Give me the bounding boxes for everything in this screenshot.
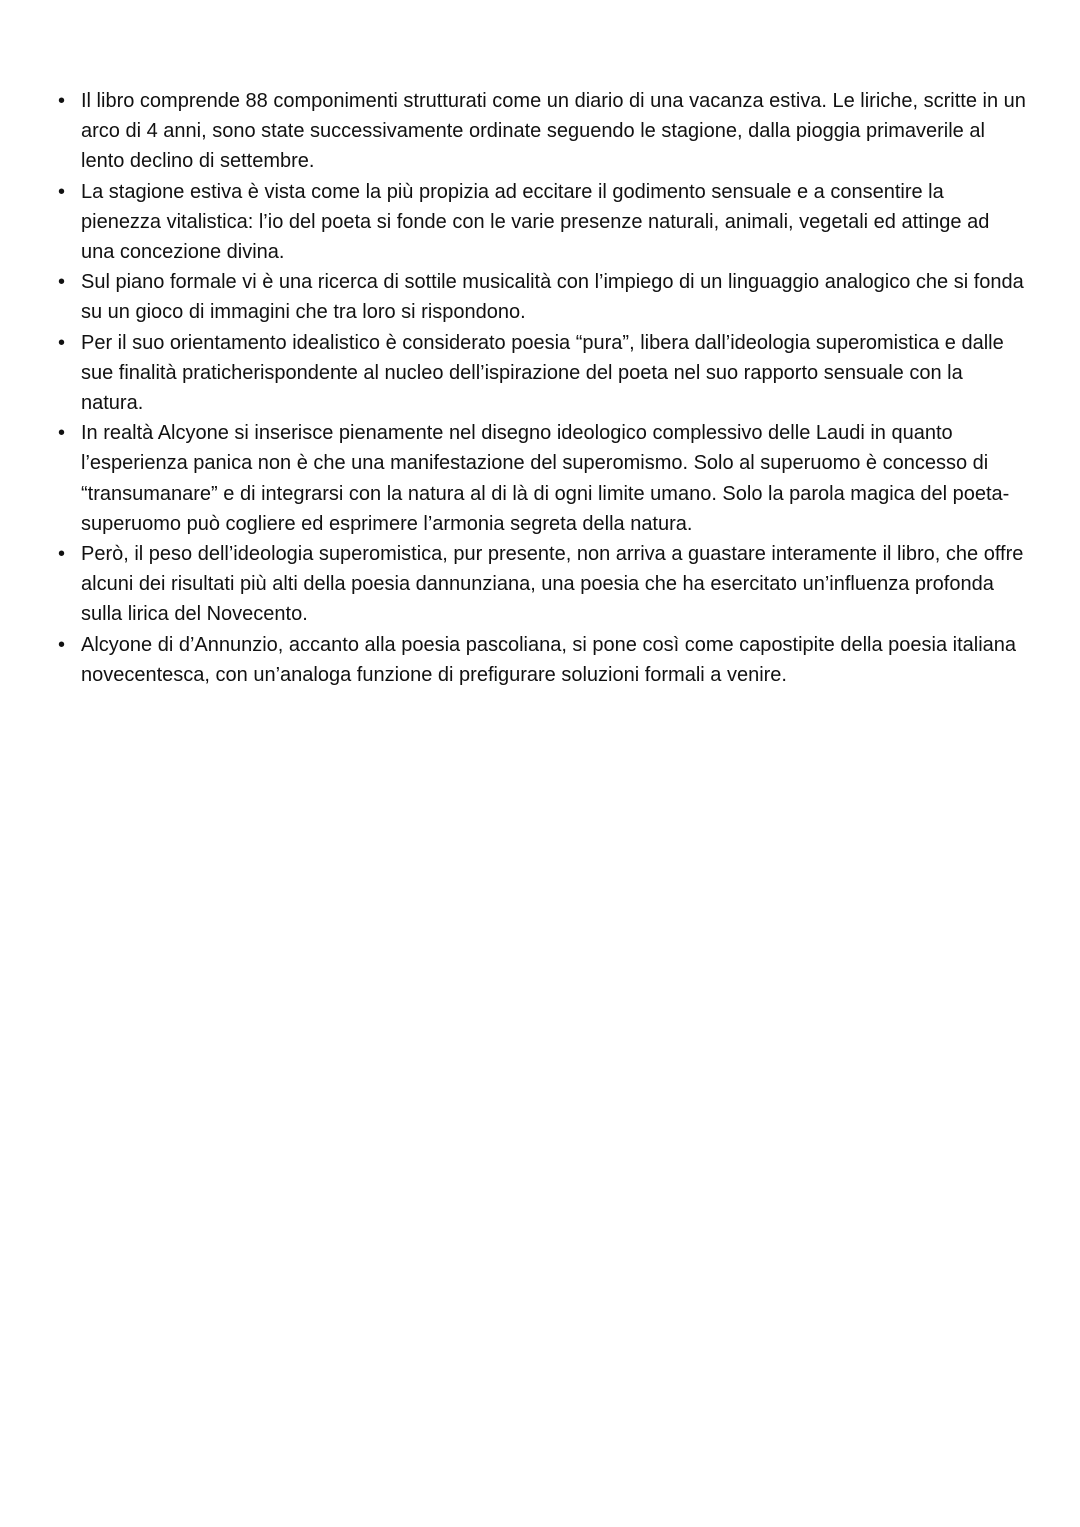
list-item: [58, 177, 1028, 268]
bullet-list: [58, 86, 1028, 690]
list-item-text: Sul piano formale vi è una ricerca di sottile musicalità con l’impiego di un linguaggio analogico che si fonda su un gioco di immagini che tra loro si rispondono.: [81, 271, 1024, 324]
list-item-text: Per il suo orientamento idealistico è considerato poesia “pura”, libera dall’ideologia superomistica e dalle sue finalità praticherispondente al nucleo dell’ispirazione del poeta nel suo rapporto sensuale con la natura.: [81, 331, 1004, 415]
bullet-icon: •: [58, 543, 66, 566]
bullet-icon: •: [58, 422, 66, 445]
list-item-text: Però, il peso dell’ideologia superomistica, pur presente, non arriva a guastare interamente il libro, che offre alcuni dei risultati più alti della poesia dannunziana, una poesia che ha esercitato un’influenza profonda sulla lirica del Novecento.: [81, 543, 1024, 626]
list-item: [58, 328, 1028, 419]
list-item-text: La stagione estiva è vista come la più propizia ad eccitare il godimento sensuale e a consentire la pienezza vitalistica: l’io del poeta si fonde con le varie presenze naturali, animali, vegetali ed attinge ad una concezione divina.: [81, 180, 990, 264]
list-item-text: Alcyone di d’Annunzio, accanto alla poesia pascoliana, si pone così come capostipite della poesia italiana novecentesca, con un’analoga funzione di prefigurare soluzioni formali a venire.: [81, 633, 1017, 686]
list-item: [58, 539, 1028, 630]
bullet-icon: •: [58, 331, 66, 354]
list-item-text: Il libro comprende 88 componimenti strutturati come un diario di una vacanza estiva. Le liriche, scritte in un arco di 4 anni, sono state successivamente ordinate seguendo le stagione, dalla pioggia primaverile al lento declino di settembre.: [81, 90, 1026, 173]
list-item: [58, 418, 1028, 539]
bullet-icon: •: [58, 633, 66, 656]
list-item: [58, 86, 1028, 177]
bullet-icon: •: [58, 271, 66, 294]
bullet-icon: •: [58, 90, 66, 112]
bullet-icon: •: [58, 180, 66, 203]
list-item: [58, 630, 1028, 690]
list-item: [58, 267, 1028, 327]
list-item-text: In realtà Alcyone si inserisce pienamente nel disegno ideologico complessivo delle Laudi in quanto l’esperienza panica non è che una manifestazione del superomismo. Solo al superuomo è concesso di “transumanare” e di integrarsi con la natura al di là di ogni limite umano. Solo la parola magica del poeta-superuomo può cogliere ed esprimere l’armonia segreta della natura.: [81, 422, 1010, 535]
